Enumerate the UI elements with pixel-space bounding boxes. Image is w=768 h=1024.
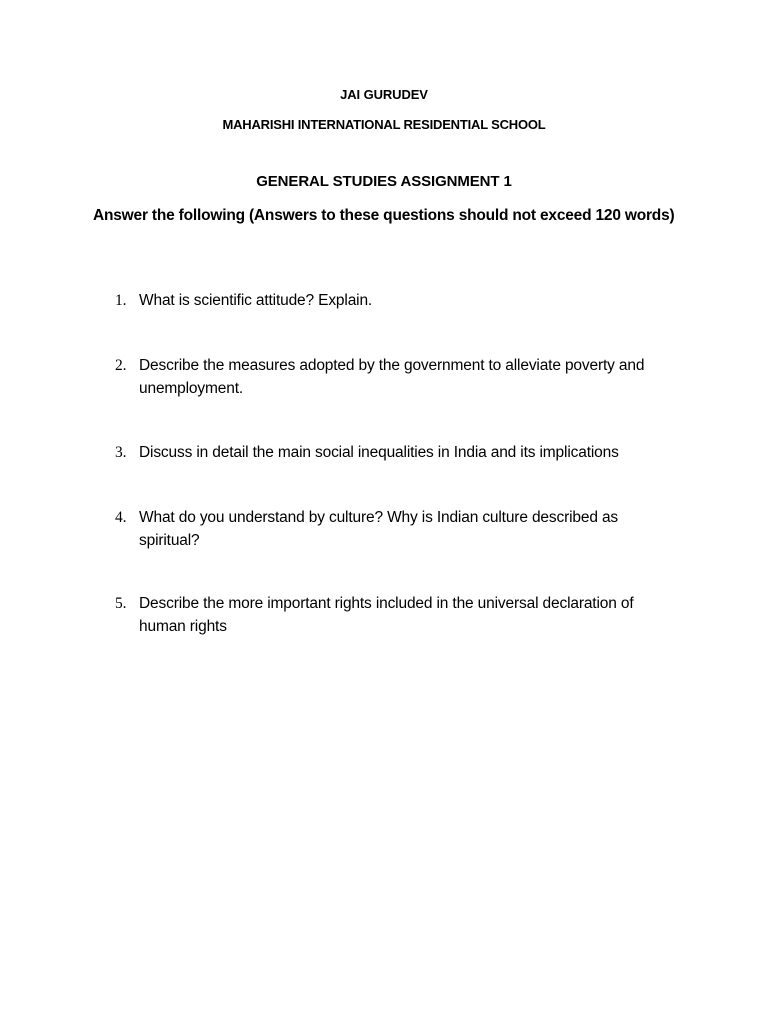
question-text: Discuss in detail the main social inequalities in India and its implications (139, 444, 619, 461)
question-number: 1. (115, 292, 127, 309)
assignment-title: GENERAL STUDIES ASSIGNMENT 1 (256, 173, 512, 190)
question-number: 3. (115, 444, 127, 461)
question-number: 4. (115, 509, 127, 526)
question-text: What is scientific attitude? Explain. (139, 292, 373, 309)
question-number: 5. (115, 595, 127, 612)
question-number: 2. (115, 357, 127, 374)
question-text: Describe the measures adopted by the government to alleviate poverty and unemployment. (139, 357, 645, 397)
question-item (115, 506, 675, 552)
school-name: MAHARISHI INTERNATIONAL RESIDENTIAL SCHOOL (222, 117, 546, 132)
instructions: Answer the following (Answers to these questions should not exceed 120 words) (93, 207, 675, 224)
question-item (115, 289, 675, 312)
question-item (115, 592, 675, 638)
question-text: Describe the more important rights included in the universal declaration of human rights (139, 595, 634, 635)
question-item (115, 441, 675, 464)
school-motto: JAI GURUDEV (340, 87, 428, 102)
question-text: What do you understand by culture? Why is Indian culture described as spiritual? (139, 509, 619, 549)
question-item (115, 354, 675, 400)
